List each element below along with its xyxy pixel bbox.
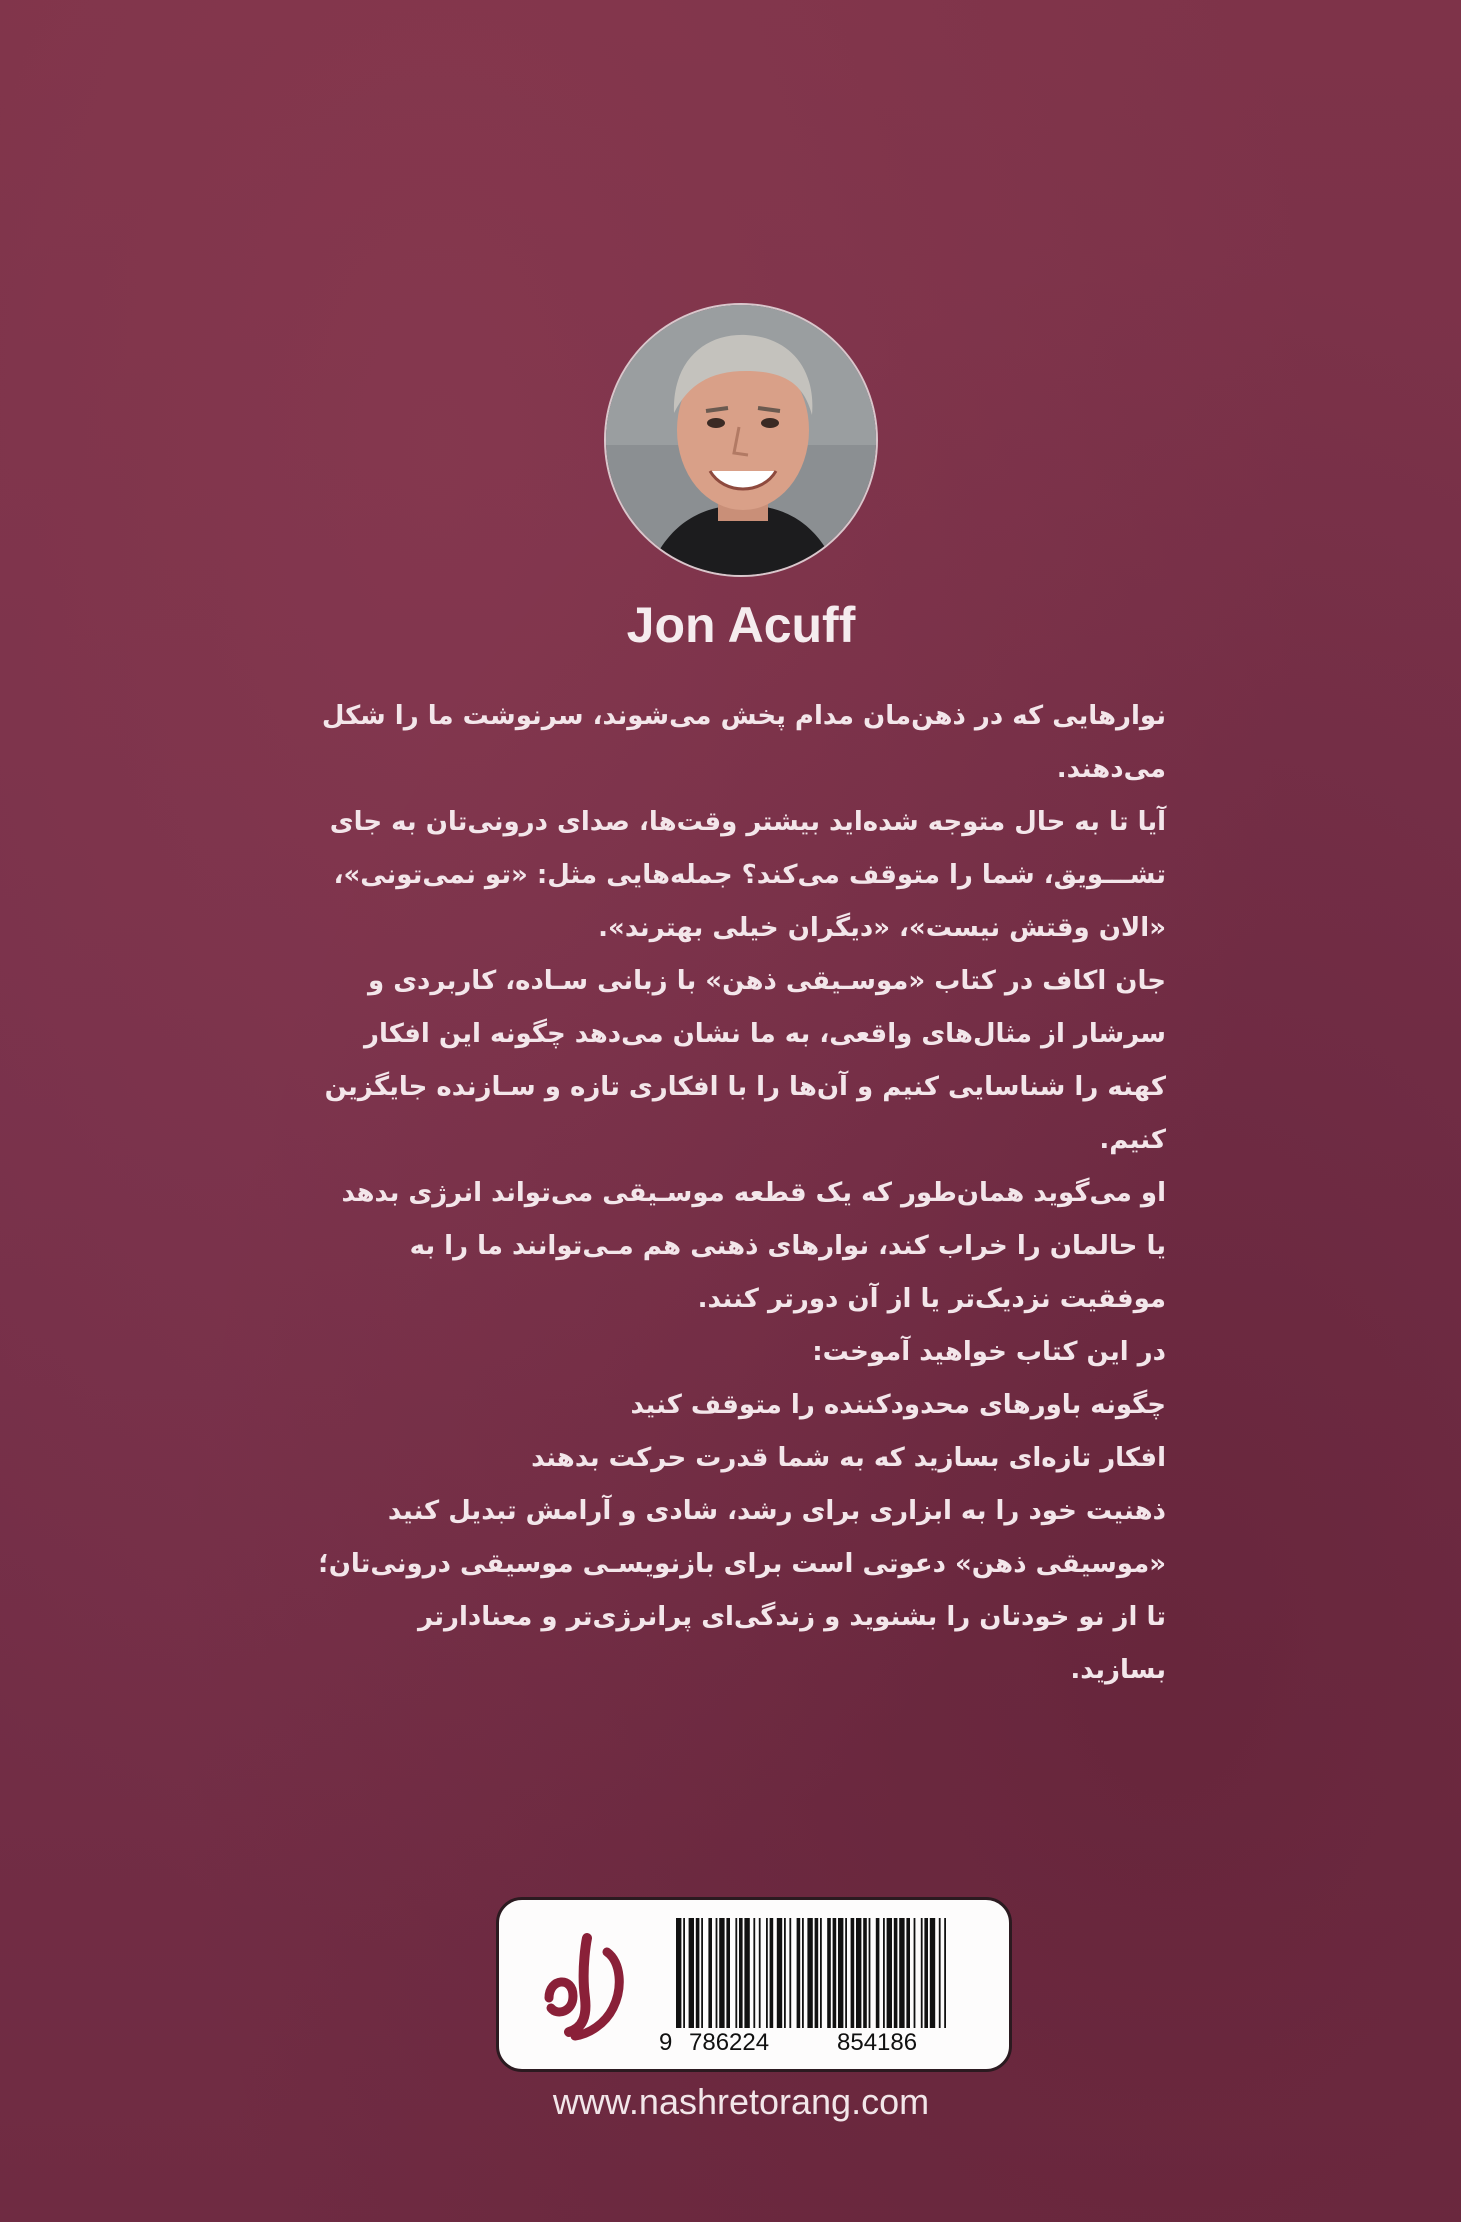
author-name: Jon Acuff: [626, 597, 856, 653]
isbn-barcode-panel: [496, 1897, 1012, 2072]
isbn-middle-digits: 786224: [689, 2029, 770, 2056]
publisher-logo-icon: [529, 1928, 639, 2048]
book-description: [318, 690, 1166, 1697]
blurb-paragraph: جان اکاف در کتاب «موسـیقی ذهن» با زبانی سـاده، کاربردی و سرشار از مثال‌های واقعی، به ما نشان می‌دهد چگونه این افکار کهنه را شناسایی کنیم و آن‌ها را با افکاری تازه و سـازنده جایگزین کنیم.: [324, 966, 1166, 1155]
author-portrait-icon: [604, 303, 878, 577]
blurb-paragraph: آیا تا به حال متوجه شده‌اید بیشتر وقت‌ها، صدای درونی‌تان به جای تشـــویق، شما را متوقف می‌کند؟ جمله‌هایی مثل: «تو نمی‌تونی»، «الان وقتش نیست»، «دیگران خیلی بهترند».: [329, 807, 1166, 943]
isbn-last-digits: 854186: [837, 2029, 918, 2056]
blurb-paragraph: در این کتاب خواهید آموخت:: [812, 1337, 1166, 1367]
blurb-list-item: ذهنیت خود را به ابزاری برای رشد، شادی و آرامش تبدیل کنید: [387, 1496, 1166, 1526]
isbn-number: [659, 2026, 999, 2060]
blurb-list-item: چگونه باورهای محدودکننده را متوقف کنید: [630, 1390, 1166, 1420]
publisher-website: www.nashretorang.com: [552, 2081, 930, 2122]
blurb-paragraph: او می‌گوید همان‌طور که یک قطعه موسـیقی می‌تواند انرژی بدهد یا حالمان را خراب کند، نوارهای ذهنی هم مـی‌توانند ما را به موفقیت نزدیک‌تر یا از آن دورتر کنند.: [341, 1178, 1166, 1314]
blurb-paragraph: نوارهایی که در ذهن‌مان مدام پخش می‌شوند، سرنوشت ما را شکل می‌دهند.: [321, 701, 1166, 784]
barcode-icon: [676, 1918, 986, 2028]
blurb-paragraph: «موسیقی ذهن» دعوتی است برای بازنویسـی موسیقی درونی‌تان؛ تا از نو خودتان را بشنوید و زندگی‌ای پرانرژی‌تر و معنادارتر بسازید.: [318, 1549, 1166, 1685]
isbn-first-digit: 9: [659, 2029, 673, 2056]
blurb-list-item: افکار تازه‌ای بسازید که به شما قدرت حرکت بدهند: [531, 1443, 1166, 1473]
